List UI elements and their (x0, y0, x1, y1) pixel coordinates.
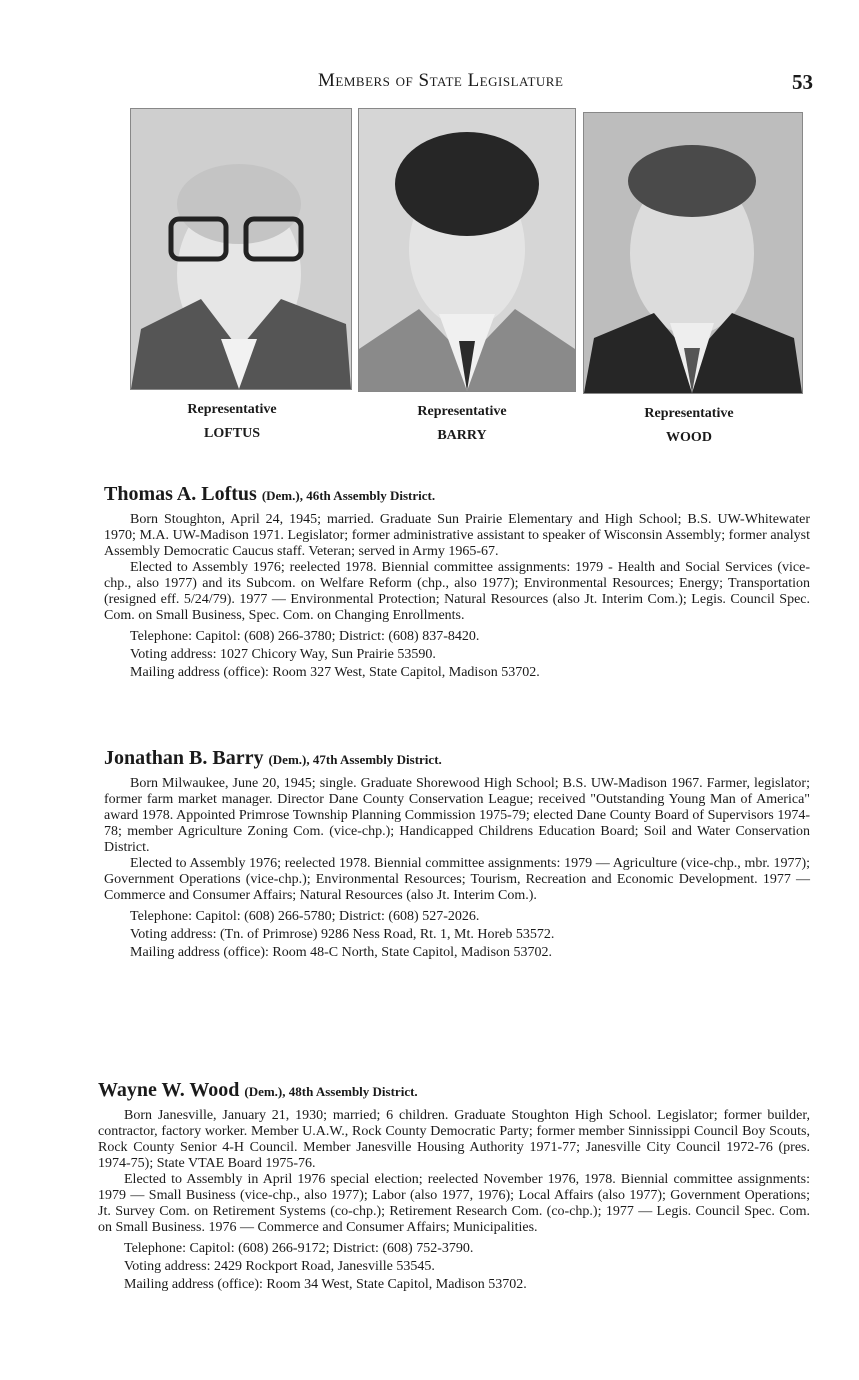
bio-paragraph: Elected to Assembly 1976; reelected 1978. Biennial committee assignments: 1979 - Health and Social Services (vice-chp., also 1977) and its Subcom. on Welfare Reform (chp., also 1977); Environmental Resources; Energy; Transportation (resigned eff. 5/24/79). 1977 — Environmental Protection; Natural Resources (also Jt. Interim Com.); Legis. Council Spec. Com. on Small Business, Spec. Com. on Changing Enrollments. (104, 560, 810, 623)
caption-title: Representative (644, 406, 734, 421)
bio-party-district: (Dem.), 48th Assembly District. (244, 1084, 418, 1099)
bio-name: Wayne W. Wood (98, 1079, 240, 1101)
page-header-title: Members of State Legislature (318, 70, 564, 91)
caption-title: Representative (417, 404, 507, 419)
bio-voting-address: Voting address: 1027 Chicory Way, Sun Prairie 53590. (130, 647, 436, 662)
bio-paragraph: Elected to Assembly in April 1976 special election; reelected November 1976, 1978. Biennial committee assignments: 1979 — Small Business (vice-chp., also 1977); Labor (also 1977, 1976); Local Affairs (also 1977); Government Operations; Jt. Survey Com. on Retirement Systems (co-chp.); Retirement Research Com. (co-chp.); 1977 — Legis. Council Spec. Com. on Small Business. 1976 — Commerce and Consumer Affairs; Municipalities. (98, 1172, 810, 1235)
portrait-photo-barry (358, 108, 576, 392)
caption-name: LOFTUS (203, 426, 260, 441)
bio-wood (98, 1078, 810, 1294)
bio-paragraph: Born Milwaukee, June 20, 1945; single. Graduate Shorewood High School; B.S. UW-Madison 1967. Farmer, legislator; former farm market manager. Director Dane County Conservation League; received "Outstanding Young Man of America" award 1978. Appointed Primrose Township Planning Commission 1975-79; elected Dane County Board of Supervisors 1974-78; member Agriculture Zoning Com. (vice-chp.); Handicapped Childrens Education Board; Soil and Water Conservation District. (104, 776, 810, 855)
caption-name: BARRY (437, 428, 487, 443)
portrait-photo-loftus (130, 108, 352, 390)
bio-telephone: Telephone: Capitol: (608) 266-3780; District: (608) 837-8420. (130, 629, 480, 644)
bio-mailing-address: Mailing address (office): Room 327 West, State Capitol, Madison 53702. (130, 665, 540, 680)
bio-heading (98, 1078, 810, 1104)
bio-name: Jonathan B. Barry (104, 747, 264, 769)
bio-heading (104, 482, 810, 508)
bio-paragraph: Elected to Assembly 1976; reelected 1978. Biennial committee assignments: 1979 — Agriculture (vice-chp., mbr. 1977); Government Operations (vice-chp.); Environmental Resources; Tourism, Recreation and Economic Development. 1977 — Commerce and Consumer Affairs; Natural Resources (also Jt. Interim Com.). (104, 856, 810, 903)
portrait-caption-barry (352, 400, 572, 448)
portrait-caption-loftus (122, 398, 342, 446)
bio-barry (104, 746, 810, 962)
portrait-caption-wood (579, 402, 799, 450)
bio-party-district: (Dem.), 47th Assembly District. (268, 752, 442, 767)
bio-name: Thomas A. Loftus (104, 483, 257, 505)
caption-name: WOOD (666, 430, 712, 445)
bio-mailing-address: Mailing address (office): Room 34 West, State Capitol, Madison 53702. (124, 1277, 527, 1292)
page-number: 53 (792, 70, 813, 94)
bio-party-district: (Dem.), 46th Assembly District. (261, 488, 436, 503)
bio-telephone: Telephone: Capitol: (608) 266-9172; District: (608) 752-3790. (124, 1241, 474, 1256)
bio-mailing-address: Mailing address (office): Room 48-C North, State Capitol, Madison 53702. (130, 945, 553, 960)
bio-voting-address: Voting address: (Tn. of Primrose) 9286 Ness Road, Rt. 1, Mt. Horeb 53572. (130, 927, 555, 942)
bio-loftus (104, 482, 810, 682)
caption-title: Representative (187, 402, 277, 417)
bio-paragraph: Born Stoughton, April 24, 1945; married. Graduate Sun Prairie Elementary and High School; B.S. UW-Whitewater 1970; M.A. UW-Madison 1971. Legislator; former administrative assistant to speaker of Wisconsin Assembly; former analyst Assembly Democratic Caucus staff. Veteran; served in Army 1965-67. (104, 512, 810, 559)
bio-paragraph: Born Janesville, January 21, 1930; married; 6 children. Graduate Stoughton High School. Legislator; former builder, contractor, factory worker. Member U.A.W., Rock County Democratic Party; former member Sinnissippi Council Boy Scouts, Rock County Senior 4-H Council. Member Janesville Housing Authority 1971-77; Janesville City Council 1972-76 (pres. 1974-75); State VTAE Board 1975-76. (98, 1108, 810, 1171)
portrait-photo-wood (583, 112, 803, 394)
bio-telephone: Telephone: Capitol: (608) 266-5780; District: (608) 527-2026. (130, 909, 480, 924)
bio-heading (104, 746, 810, 772)
bio-voting-address: Voting address: 2429 Rockport Road, Janesville 53545. (124, 1259, 435, 1274)
